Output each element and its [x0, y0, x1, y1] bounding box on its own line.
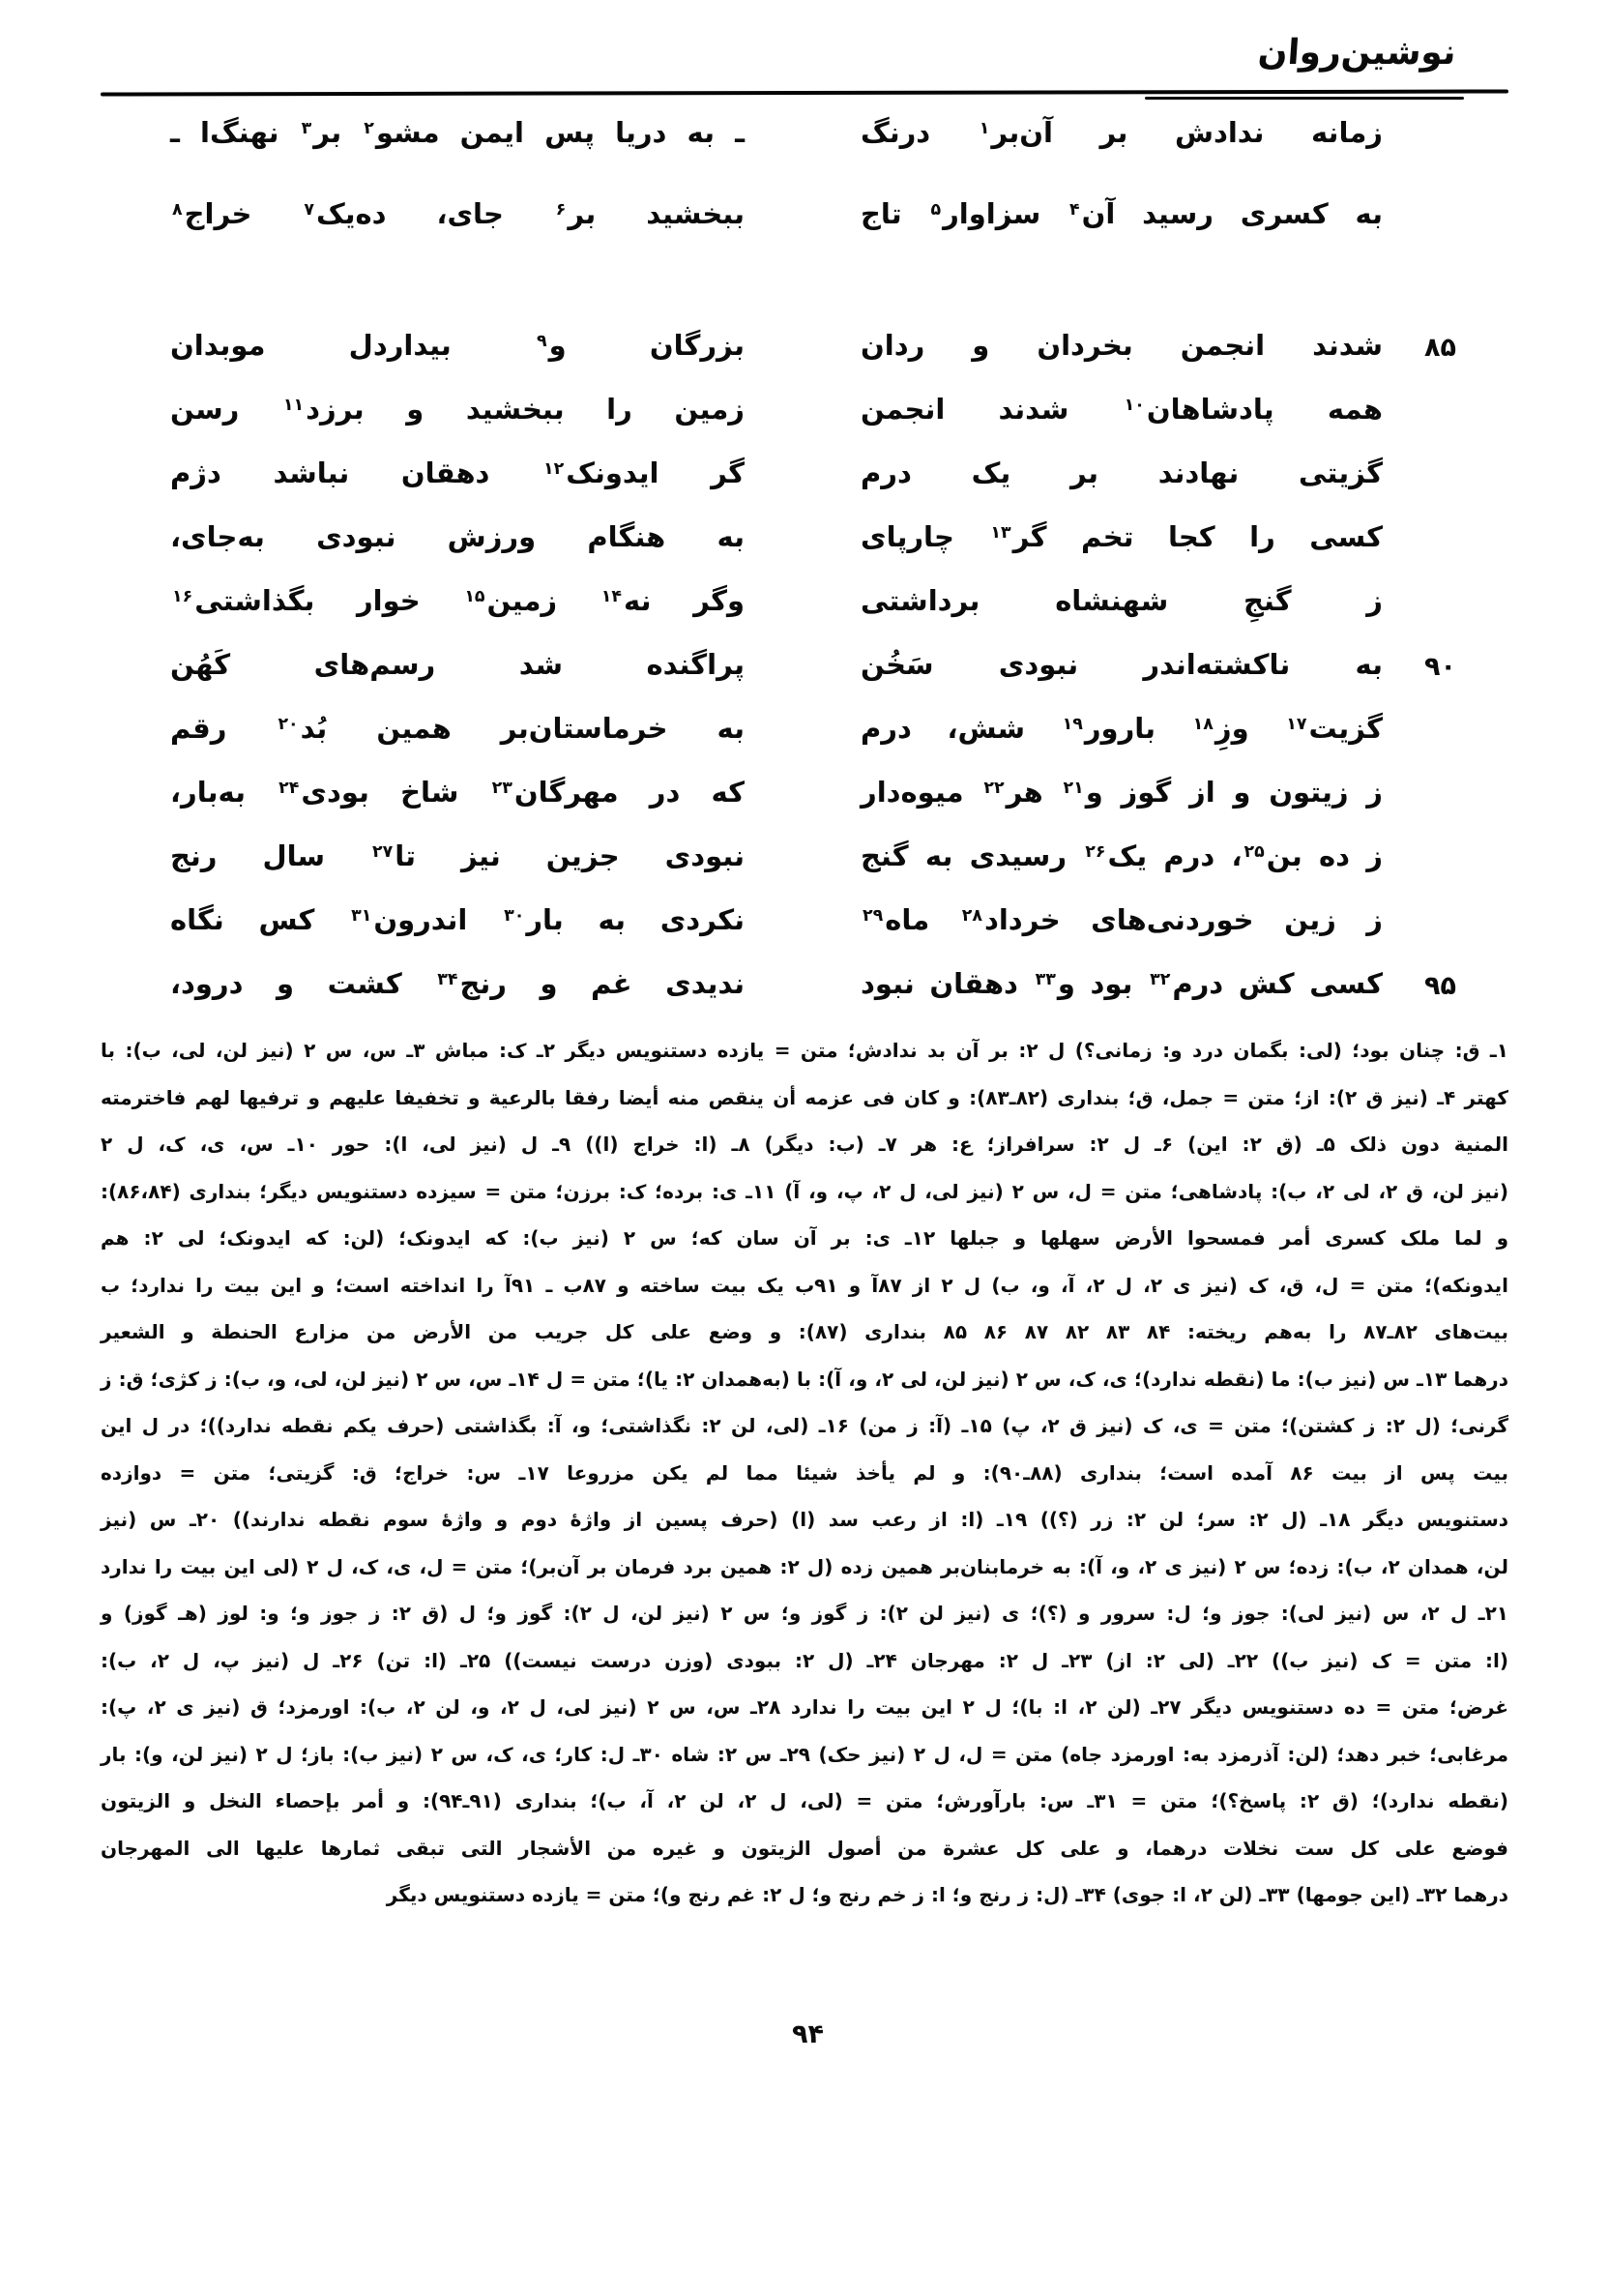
verse-number — [1383, 195, 1456, 201]
hemistich-first: شدند انجمن بخردان و ردان — [861, 329, 1383, 362]
verse-number: ۹۰ — [1424, 652, 1456, 682]
footnote-line: گرنی؛ (ل ۲: ز کشتن)؛ متن = ی، ک (نیز ق ۲، پ) ۱۵ـ (آ: ز من) ۱۶ـ (لی، لن ۲: نگذاشتی؛ و، آ: بگذاشتی (حرف یکم نقطه ندارد))؛ در ل این — [101, 1414, 1509, 1437]
footnote-marker: ۲۴ — [278, 779, 300, 798]
header-rule-underline — [1145, 97, 1464, 100]
verse-number: ۹۵ — [1424, 971, 1456, 1001]
footnote-marker: ۲۷ — [372, 842, 394, 862]
footnote-marker: ۱۰ — [1124, 396, 1145, 415]
footnote-marker: ۲ — [364, 119, 374, 138]
verse-number — [1383, 455, 1456, 460]
footnote-marker: ۱۸ — [1192, 715, 1214, 734]
poem-verses — [170, 114, 1456, 1029]
verse-number — [1383, 582, 1456, 588]
verse-row — [170, 582, 1456, 646]
page-number: ۹۴ — [792, 2019, 824, 2049]
footnote-marker: ۱۳ — [990, 523, 1011, 543]
verse-row — [170, 455, 1456, 518]
hemistich-first: گزیت$^{۱۷}$ وزِ$^{۱۸}$ بارور$^{۱۹}$ شش، درم — [861, 712, 1383, 745]
verse-number — [1383, 901, 1456, 907]
footnote-line: غرض؛ متن = ده دستنویس دیگر ۲۷ـ (لن ۲، ا: با)؛ ل ۲ این بیت را ندارد ۲۸ـ س، س ۲ (نیز لی، ل ۲، و، لن ۲، ب): اورمزد؛ ق (نیز ی ۲، پ): — [101, 1695, 1509, 1719]
hemistich-first: کسی را کجا تخم گر$^{۱۳}$ چارپای — [861, 520, 1384, 553]
verse-number — [1383, 518, 1456, 524]
hemistich-second: زمین را ببخشید و برزد$^{۱۱}$ رسن — [170, 393, 745, 426]
footnote-marker: ۴ — [1069, 200, 1080, 220]
footnote-marker: ۵ — [930, 200, 942, 220]
footnote-line: فوضع علی کل ست نخلات درهما، و علی کل عشرة من أصول الزیتون و غیره من الأشجار التی تبقی ثمارها علیها الی المهرجان — [101, 1836, 1508, 1860]
verse-number — [1383, 774, 1456, 780]
hemistich-second: نکردی به بار$^{۳۰}$ اندرون$^{۳۱}$ کس نگاه — [170, 903, 745, 936]
footnote-marker: ۳۴ — [437, 970, 458, 989]
footnote-marker: ۸ — [172, 200, 183, 220]
footnote-line: درهما ۱۳ـ س (نیز ب): ما (نقطه ندارد)؛ ی، ک، س ۲ (نیز لن، لی ۲، و، آ): با (به‌همدان ۲: یا)؛ متن = ل ۱۴ـ س، س ۲ (نیز لن، لی، و، ب): ز کژی؛ ق: ز — [101, 1367, 1508, 1391]
footnote-marker: ۱۹ — [1062, 715, 1083, 734]
footnote-marker: ۱۱ — [282, 396, 305, 415]
footnote-marker: ۷ — [304, 200, 314, 220]
running-header-title: نوشین‌روان — [1256, 33, 1458, 73]
verse-number — [1383, 391, 1456, 397]
verse-number — [1383, 710, 1456, 716]
verse-row — [170, 838, 1456, 901]
footnote-line: بیت پس از بیت ۸۶ آمده است؛ بنداری (۸۸ـ۹۰): و لم یأخذ شیئا مما لم یکن مزروعا ۱۷ـ س: خراج؛ ق: گزیتی؛ متن = دوازده — [101, 1460, 1509, 1485]
hemistich-first: کسی کش درم$^{۳۲}$ بود و$^{۳۳}$ دهقان نبود — [861, 967, 1383, 1000]
verse-row — [170, 901, 1456, 965]
header-rule — [101, 89, 1508, 96]
verse-number — [1383, 838, 1456, 843]
hemistich-first: ز زین خوردنی‌های خرداد$^{۲۸}$ ماه$^{۲۹}$ — [863, 903, 1383, 936]
footnote-marker: ۳۰ — [504, 906, 525, 926]
verse-row — [170, 518, 1456, 582]
footnote-line: (نقطه ندارد)؛ (ق ۲: پاسخ؟)؛ متن = ۳۱ـ س: بارآورش؛ متن = (لی، ل ۲، لن ۲، آ، ب)؛ بنداری (۹۱ـ۹۴): و أمر بإحصاء النخل و الزیتون — [101, 1789, 1508, 1812]
verse-row — [170, 114, 1456, 195]
footnote-line: و لما ملک کسری أمر فمسحوا الأرض سهلها و جبلها ۱۲ـ ی: بر آن سان که؛ س ۲ (نیز ب): که ایدونک؛ (لن: که ایدونک؛ لی ۲: هم — [101, 1226, 1509, 1250]
hemistich-second: پراگنده شد رسم‌های کَهُن — [170, 648, 745, 681]
footnote-marker: ۱۷ — [1286, 715, 1307, 734]
footnote-marker: ۳ — [301, 119, 312, 138]
footnote-marker: ۲۲ — [983, 779, 1005, 798]
footnote-marker: ۲۵ — [1243, 842, 1265, 862]
hemistich-first: ز گنجِ شهنشاه برداشتی — [861, 584, 1383, 617]
footnote-marker: ۱۴ — [600, 587, 622, 606]
verse-row — [170, 646, 1456, 710]
footnote-marker: ۶ — [555, 200, 567, 220]
hemistich-second: ـ به دریا پس ایمن مشو$^۲$ بر$^۳$ نهنگ‌ا ـ — [170, 116, 745, 149]
footnote-line: ۲۱ـ ل ۲، س (نیز لی): جوز و؛ ل: سرور و (؟)؛ ی (نیز لن ۲): ز گوز و؛ س ۲ (نیز لن، ل ۲): گوز و؛ ل (ق ۲: ز جوز و؛ و: لوز (هـ گوز) و — [101, 1602, 1508, 1625]
hemistich-first: به ناکشته‌اندر نبودی سَخُن — [861, 648, 1383, 681]
footnote-line: (ا: متن = ک (نیز ب)) ۲۲ـ (لی ۲: از) ۲۳ـ ل ۲: مهرجان ۲۴ـ (ل ۲: ببودی (وزن درست نیست)) ۲۵ـ (ا: تن) ۲۶ـ ل (نیز پ، ل ۲، ب): — [101, 1648, 1509, 1672]
footnote-marker: ۲۰ — [278, 715, 299, 734]
hemistich-second: ببخشید بر$^۶$ جای، ده‌یک$^۷$ خراج$^۸$ — [172, 197, 745, 230]
footnote-line: ایدونکه)؛ متن = ل، ق، ک (نیز ی ۲، ل ۲، آ، و، ب) ل ۲ از ۸۷آ و ۹۱ب یک بیت ساخته و ۸۷ب ـ ۹۱آ را انداخته است؛ و این بیت را ندارد؛ ب — [101, 1273, 1508, 1297]
footnote-line: درهما ۳۲ـ (این جومها) ۳۳ـ (لن ۲، ا: جوی) ۳۴ـ (ل: ز رنج و؛ ا: ز خم رنج و؛ ل ۲: غم رنج و)؛ متن = یازده دستنویس دیگر — [386, 1883, 1508, 1906]
footnote-marker: ۱۵ — [464, 587, 485, 606]
hemistich-first: به کسری رسید آن$^۴$ سزاوار$^۵$ تاج — [861, 197, 1383, 230]
footnote-marker: ۲۸ — [961, 906, 982, 926]
footnote-marker: ۱۶ — [172, 587, 193, 606]
hemistich-second: به هنگام ورزش نبودی به‌جای، — [170, 520, 745, 553]
verse-row — [170, 327, 1456, 391]
hemistich-first: ز زیتون و از گوز و$^{۲۱}$ هر$^{۲۲}$ میوه‌دار — [861, 776, 1383, 809]
footnote-line: المنیة دون ذلک ۵ـ (ق ۲: این) ۶ـ ل ۲: سرافراز؛ ع: هر ۷ـ (ب: دیگر) ۸ـ (ا: خراج (ا)) ۹ـ ل (نیز لی، ا): حور ۱۰ـ س، ی، ک، ل ۲ — [101, 1133, 1508, 1156]
verse-row — [170, 774, 1456, 838]
hemistich-second: گر ایدونک$^{۱۲}$ دهقان نباشد دژم — [170, 456, 745, 489]
hemistich-second: بزرگان و$^۹$ بیداردل موبدان — [170, 329, 745, 362]
footnote-marker: ۹ — [537, 332, 547, 351]
hemistich-second: که در مهرگان$^{۲۳}$ شاخ بودی$^{۲۴}$ به‌بار، — [170, 776, 745, 809]
verse-number: ۸۵ — [1424, 333, 1456, 363]
footnote-line: کهتر ۴ـ (نیز ق ۲): از؛ متن = جمل، ق؛ بنداری (۸۲ـ۸۳): و کان فی عزمه أن ینقص منه أیضا رفقا بالرعیة و تخفیفا علیهم و ترفیها لهم فاخترمته — [101, 1085, 1508, 1109]
hemistich-second: نبودی جزین نیز تا$^{۲۷}$ سال رنج — [170, 839, 745, 872]
footnote-marker: ۳۳ — [1035, 970, 1056, 989]
footnote-line: بیت‌های ۸۲ـ۸۷ را به‌هم ریخته: ۸۴ ۸۳ ۸۲ ۸۷ ۸۶ ۸۵ بنداری (۸۷): و وضع علی کل جریب من الأرض من مزارع الحنطة و الشعیر — [101, 1320, 1508, 1343]
verse-row — [170, 391, 1456, 455]
footnote-line: ۱ـ ق: چنان بود؛ (لی: بگمان درد و: زمانی؟) ل ۲: بر آن بد ندادش؛ متن = یازده دستنویس دیگر ۲ـ ک: مباش ۳ـ س، س ۲ (نیز لن، لی، ب): با — [101, 1039, 1508, 1062]
footnote-marker: ۱ — [979, 119, 990, 138]
verse-number — [1383, 114, 1456, 120]
stanza — [170, 327, 1456, 1029]
hemistich-second: به خرماستان‌بر همین بُد$^{۲۰}$ رقم — [170, 712, 745, 745]
stanza — [170, 114, 1456, 277]
footnotes-apparatus — [101, 1027, 1508, 1919]
verse-row — [170, 710, 1456, 774]
hemistich-second: ندیدی غم و رنج$^{۳۴}$ کشت و درود، — [170, 967, 745, 1000]
footnote-marker: ۲۳ — [491, 779, 512, 798]
footnote-line: مرغابی؛ خبر دهد؛ (لن: آذرمزد به: اورمزد جاه) متن = ل، ل ۲ (نیز حک) ۲۹ـ س ۲: شاه ۳۰ـ ل: کار؛ ی، ک، س ۲ (نیز ب): باز؛ ل ۲ (نیز لن، و): بار — [101, 1742, 1508, 1766]
footnote-marker: ۲۶ — [1085, 842, 1106, 862]
hemistich-first: زمانه ندادش بر آن‌بر$^۱$ درنگ — [861, 116, 1383, 149]
footnote-marker: ۲۱ — [1063, 779, 1084, 798]
verse-row — [170, 195, 1456, 277]
footnote-line: (نیز لن، ق ۲، لی ۲، ب): پادشاهی؛ متن = ل، س ۲ (نیز لی، ل ۲، پ، و، آ) ۱۱ـ ی: برده؛ ک: برزن؛ متن = سیزده دستنویس دیگر؛ بنداری (۸۶،۸۴): — [101, 1179, 1508, 1203]
hemistich-first: گزیتی نهادند بر یک درم — [861, 456, 1383, 489]
verse-row — [170, 965, 1456, 1029]
footnote-line: دستنویس دیگر ۱۸ـ (ل ۲: سر؛ لن ۲: زر (؟)) ۱۹ـ (ا: از رعب سد (ا) (حرف پسین از واژهٔ دوم و واژهٔ سوم نقطه ندارند)) ۲۰ـ س (نیز — [101, 1508, 1508, 1531]
footnote-marker: ۳۲ — [1150, 970, 1171, 989]
hemistich-first: ز ده بن$^{۲۵}$، درم یک$^{۲۶}$ رسیدی به گنج — [861, 839, 1384, 872]
footnote-marker: ۲۹ — [863, 906, 884, 926]
hemistich-first: همه پادشاهان$^{۱۰}$ شدند انجمن — [861, 393, 1383, 426]
footnote-marker: ۱۲ — [543, 459, 565, 479]
footnote-line: لن، همدان ۲، ب): زده؛ س ۲ (نیز ی ۲، و، آ): به خرمابنان‌بر همین زده (ل ۲: همین برد فرمان بر آن‌بر)؛ متن = ل، ی، ک، ل ۲ (لی این بیت را ندارد — [101, 1554, 1508, 1578]
hemistich-second: وگر نه$^{۱۴}$ زمین$^{۱۵}$ خوار بگذاشتی$^{۱۶}$ — [172, 584, 745, 617]
footnote-marker: ۳۱ — [351, 906, 372, 926]
